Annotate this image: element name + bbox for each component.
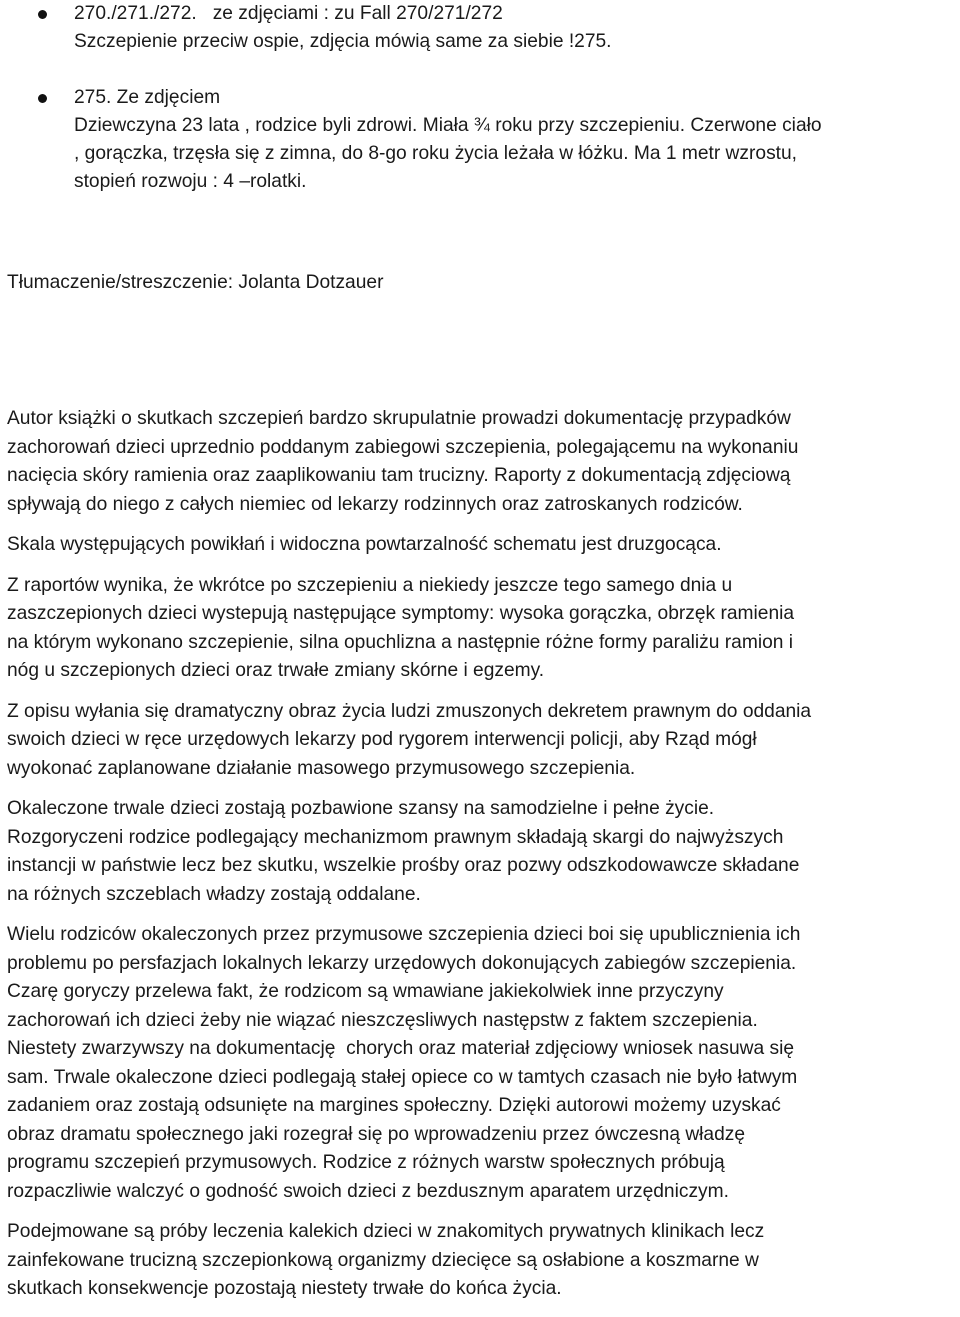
body-text (7, 405, 959, 1316)
text-line: zachorowań dzieci uprzednio poddanym zabiegowi szczepienia, polegającemu na wykonaniu (7, 436, 799, 458)
paragraph (7, 405, 959, 519)
paragraph (7, 531, 959, 560)
bullet-line: , gorączka, trzęsła się z zimna, do 8-go roku życia leżała w łóżku. Ma 1 metr wzrostu, (74, 143, 797, 164)
text-line: Niestety zwarzywszy na dokumentację chorych oraz materiał zdjęciowy wniosek nasuwa się (7, 1038, 795, 1059)
text-line: na różnych szczeblach władzy zostają oddalane. (7, 883, 421, 905)
text-line: Czarę goryczy przelewa fakt, że rodzicom są wmawiane jakiekolwiek inne przyczyny (7, 981, 724, 1002)
text-line: Okaleczone trwale dzieci zostają pozbawione szansy na samodzielne i pełne życie. (7, 798, 715, 819)
paragraph (7, 795, 959, 909)
translator-credit: Tłumaczenie/streszczenie: Jolanta Dotzauer (7, 272, 384, 293)
text-line: skutkach konsekwencje pozostają niestety trwałe do końca życia. (7, 1278, 562, 1299)
text-line: Z opisu wyłania się dramatyczny obraz życia ludzi zmuszonych dekretem prawnym do oddania (7, 700, 812, 722)
text-line: Skala występujących powikłań i widoczna powtarzalność schematu jest druzgocąca. (7, 534, 722, 555)
text-line: Podejmowane są próby leczenia kalekich dzieci w znakomitych prywatnych klinikach lecz (7, 1221, 765, 1242)
text-line: zaszczepionych dzieci wystepują następujące symptomy: wysoka gorączka, obrzęk ramienia (7, 603, 795, 624)
text-line: nacięcia skóry ramienia oraz zaaplikowaniu tam trucizny. Raporty z dokumentacją zdjęciową (7, 465, 791, 486)
text-line: zainfekowane trucizną szczepionkową organizmy dziecięce są osłabione a koszmarne w (7, 1249, 759, 1271)
text-line: problemu po persfazjach lokalnych lekarzy urzędowych dokonujących zabiegów szczepienia. (7, 952, 797, 974)
text-line: sam. Trwale okaleczone dzieci podlegają stałej opiece co w tamtych czasach nie było łatwym (7, 1066, 798, 1088)
text-line: spływają do niego z całych niemiec od lekarzy rodzinnych oraz zatroskanych rodziców. (7, 493, 743, 515)
text-line: zadaniem oraz zostają odsunięte na margines społeczny. Dzięki autorowi możemy uzyskać (7, 1095, 781, 1116)
text-line: instancji w państwie lecz bez skutku, wszelkie prośby oraz pozwy odszkodowawcze składane (7, 855, 800, 876)
text-line: Z raportów wynika, że wkrótce po szczepieniu a niekiedy jeszcze tego samego dnia u (7, 574, 733, 596)
text-line: zachorowań ich dzieci żeby nie wiązać nieszczęsliwych następstw z faktem szczepienia. (7, 1009, 758, 1031)
bullet-line: Dziewczyna 23 lata , rodzice byli zdrowi. Miała ¾ roku przy szczepieniu. Czerwone ciało (74, 115, 822, 136)
text-line: programu szczepień przymusowych. Rodzice z różnych warstw społecznych próbują (7, 1152, 725, 1173)
paragraph (7, 1218, 959, 1304)
bullet-dot-icon (38, 94, 47, 103)
paragraph (7, 572, 959, 686)
text-line: Rozgoryczeni rodzice podlegający mechanizmom prawnym składają skargi do najwyższych (7, 826, 784, 848)
bullet-line: stopień rozwoju : 4 –rolatki. (74, 171, 307, 192)
bullet-line: 270./271./272. ze zdjęciami : zu Fall 270/271/272 (74, 3, 503, 24)
text-line: Wielu rodziców okaleczonych przez przymusowe szczepienia dzieci boi się upublicznienia ich (7, 924, 801, 945)
text-line: rozpaczliwie walczyć o godność swoich dzieci z bezdusznym aparatem urzędniczym. (7, 1180, 729, 1202)
paragraph (7, 921, 959, 1206)
text-line: na którym wykonano szczepienie, silna opuchlizna a następnie różne formy paraliżu ramion i (7, 631, 794, 653)
bullet-item (0, 0, 960, 56)
paragraph (7, 698, 959, 784)
bullet-line: 275. Ze zdjęciem (74, 87, 221, 108)
text-line: obraz dramatu społecznego jaki rozegrał się po wprowadzeniu przez ówczesną władzę (7, 1123, 746, 1145)
text-line: swoich dzieci w ręce urzędowych lekarzy pod rygorem interwencji policji, aby Rząd mógł (7, 729, 757, 750)
bullet-item (0, 84, 960, 196)
text-line: nóg u szczepionych dzieci oraz trwałe zmiany skórne i egzemy. (7, 660, 545, 681)
bullet-line: Szczepienie przeciw ospie, zdjęcia mówią same za siebie !275. (74, 31, 612, 52)
text-line: Autor książki o skutkach szczepień bardzo skrupulatnie prowadzi dokumentację przypadków (7, 408, 791, 429)
text-line: wyokonać zaplanowane działanie masowego przymusowego szczepienia. (7, 757, 636, 779)
bullet-dot-icon (38, 10, 47, 19)
